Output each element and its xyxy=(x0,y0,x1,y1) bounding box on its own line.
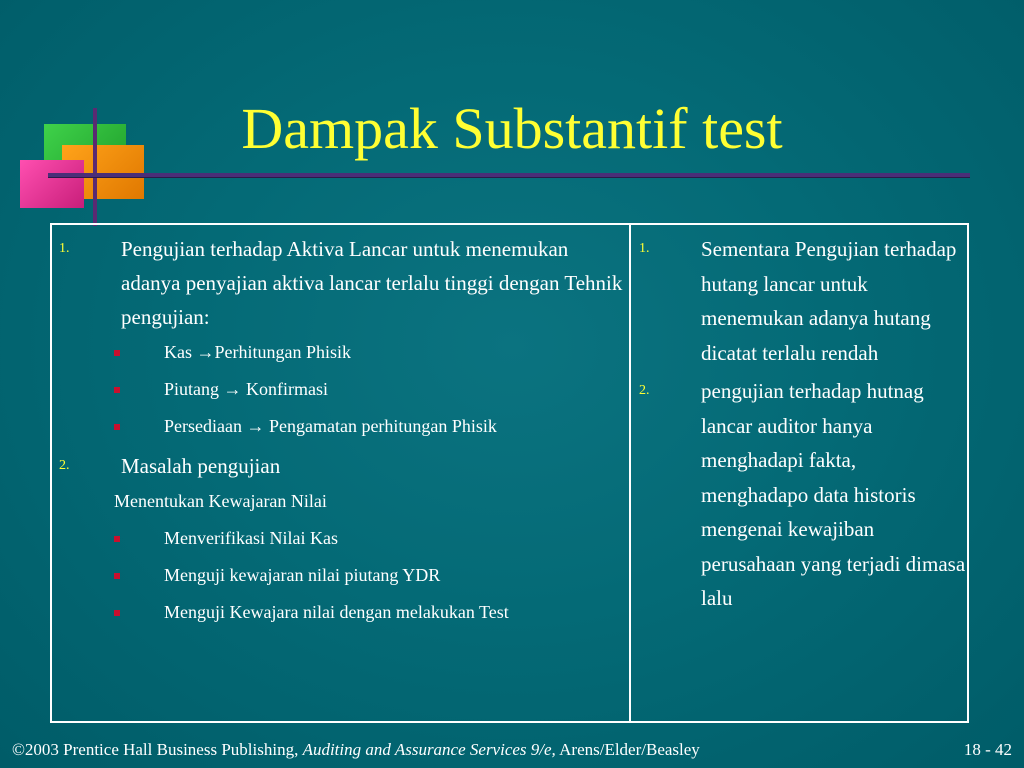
sub-list-item xyxy=(56,598,624,626)
square-bullet-icon xyxy=(114,573,120,579)
sub-item-text: Menverifikasi Nilai Kas xyxy=(164,528,338,548)
footer-book-title: Auditing and Assurance Services 9/e, xyxy=(302,740,556,759)
sub-list-item xyxy=(56,524,624,552)
list-item xyxy=(56,232,624,334)
slide-footer xyxy=(0,738,1024,762)
footer-authors: Arens/Elder/Beasley xyxy=(555,740,700,759)
list-item xyxy=(636,232,966,370)
sub-list-item xyxy=(56,412,624,440)
list-item-text: Sementara Pengujian terhadap hutang lancar untuk menemukan adanya hutang dicatat terlalu rendah xyxy=(701,237,957,365)
list-item-text: Masalah pengujian xyxy=(121,454,281,478)
list-item xyxy=(56,449,624,483)
sub-item-text: Kas →Perhitungan Phisik xyxy=(164,342,351,362)
list-number: 1. xyxy=(59,241,70,256)
list-number: 2. xyxy=(59,458,70,473)
sub-list-item xyxy=(56,375,624,403)
list-number: 1. xyxy=(639,241,650,256)
sub-item-text: Piutang → Konfirmasi xyxy=(164,379,328,399)
list-item-text: Pengujian terhadap Aktiva Lancar untuk menemukan adanya penyajian aktiva lancar terlalu tinggi dengan Tehnik pengujian: xyxy=(121,237,623,329)
square-bullet-icon xyxy=(114,610,120,616)
column-divider xyxy=(629,223,631,723)
list-item-text: pengujian terhadap hutnag lancar auditor hanya menghadapi fakta, menghadapo data historis mengenai kewajiban perusahaan yang terjadi dimasa lalu xyxy=(701,379,966,610)
list-number: 2. xyxy=(639,383,650,398)
footer-copyright: ©2003 Prentice Hall Business Publishing, xyxy=(12,740,303,759)
page-number: 18 - 42 xyxy=(963,740,1012,759)
footer-citation xyxy=(12,738,700,762)
sub-list-item xyxy=(56,561,624,589)
square-bullet-icon xyxy=(114,424,120,430)
title-underline xyxy=(48,173,970,178)
left-column xyxy=(56,232,624,635)
sub-item-text: Persediaan → Pengamatan perhitungan Phisik xyxy=(164,416,497,436)
logo-pink-square xyxy=(20,160,84,208)
sub-list-item xyxy=(56,338,624,366)
list-item xyxy=(636,374,966,616)
right-column xyxy=(636,232,966,620)
slide-title: Dampak Substantif test xyxy=(241,96,783,161)
square-bullet-icon xyxy=(114,536,120,542)
sub-item-text: Menguji kewajaran nilai piutang YDR xyxy=(164,565,441,585)
square-bullet-icon xyxy=(114,387,120,393)
sub-item-text: Menguji Kewajara nilai dengan melakukan Test xyxy=(164,602,509,622)
plain-text: Menentukan Kewajaran Nilai xyxy=(114,491,327,511)
square-bullet-icon xyxy=(114,350,120,356)
